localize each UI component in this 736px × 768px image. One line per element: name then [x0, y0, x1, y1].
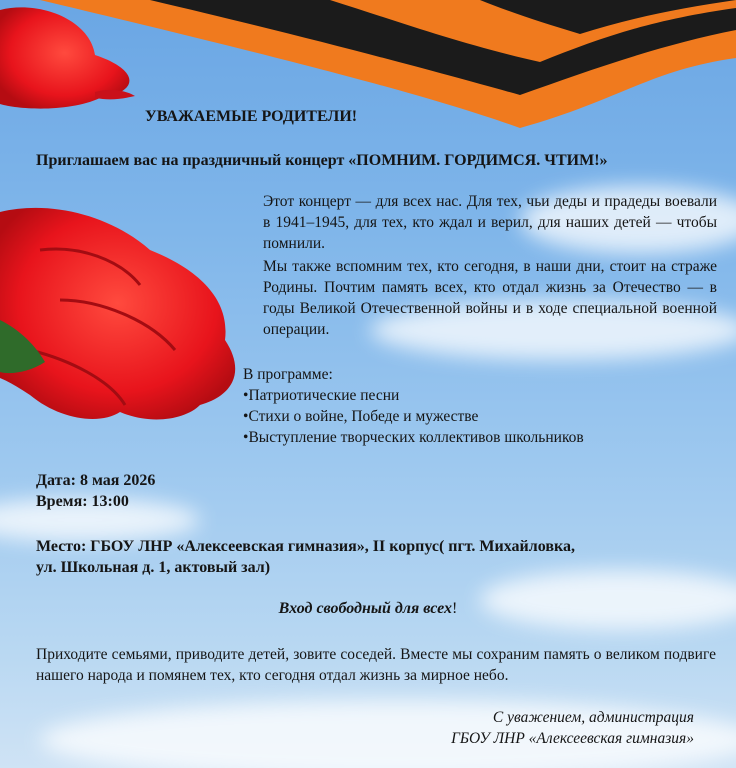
program-item: • Стихи о войне, Победе и мужестве [243, 406, 584, 427]
program-item: • Патриотические песни [243, 385, 584, 406]
program-list [243, 385, 584, 448]
invitation-line: Приглашаем вас на праздничный концерт «ПОМНИМ. ГОРДИМСЯ. ЧТИМ!» [36, 152, 608, 169]
carnation-large [0, 208, 235, 420]
program-label: В программе: [243, 366, 333, 383]
carnation-top [0, 7, 135, 108]
event-date: Дата: 8 мая 2026 [36, 472, 156, 489]
free-entry-mark: ! [451, 600, 458, 617]
event-datetime [36, 470, 155, 512]
signature [451, 707, 694, 749]
signature-line-2: ГБОУ ЛНР «Алексеевская гимназия» [451, 730, 694, 747]
free-entry-text: Вход свободный для всех [278, 600, 452, 617]
program-section [243, 364, 584, 448]
paragraph-concert-for-all: Этот концерт — для всех нас. Для тех, чьи деды и прадеды воевали в 1941–1945, для тех, кто ждал и верил, для наших детей — чтобы помнили. [263, 193, 717, 252]
free-entry-note [0, 598, 736, 619]
closing-paragraph: Приходите семьями, приводите детей, зовите соседей. Вместе мы сохраним память о великом подвиге нашего народа и помянем тех, кто сегодня отдал жизнь за мирное небо. [36, 646, 716, 684]
page-title: УВАЖАЕМЫЕ РОДИТЕЛИ! [145, 108, 358, 125]
paragraph-remembrance: Мы также вспомним тех, кто сегодня, в наши дни, стоит на страже Родины. Почтим память всех, кто отдал жизнь за Отечество — в годы Великой Отечественной войны и в ходе специальной военной операции. [263, 258, 717, 338]
program-item: • Выступление творческих коллективов школьников [243, 427, 584, 448]
event-place [36, 536, 716, 578]
place-line-1: Место: ГБОУ ЛНР «Алексеевская гимназия», II корпус( пгт. Михайловка, [36, 538, 575, 555]
place-line-2: ул. Школьная д. 1, актовый зал) [36, 559, 271, 576]
signature-line-1: С уважением, администрация [492, 709, 694, 726]
event-time: Время: 13:00 [36, 493, 129, 510]
